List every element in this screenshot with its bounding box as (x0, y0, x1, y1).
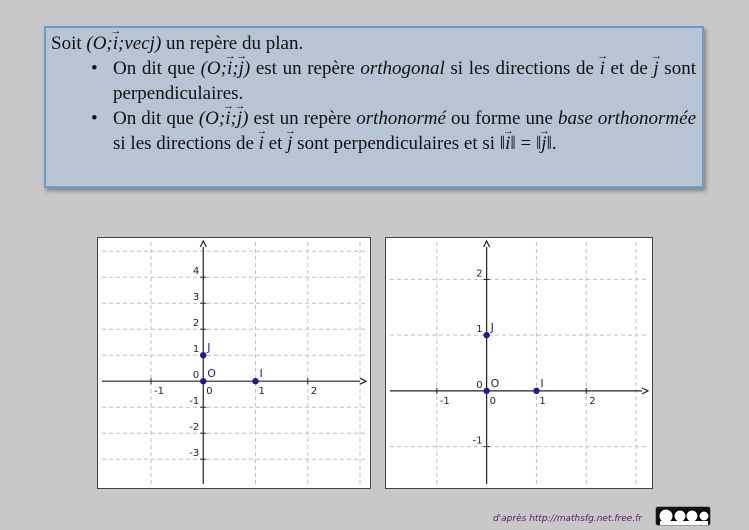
source-credit: d'après http://mathsfg.net.free.fr (492, 514, 642, 524)
plot-orthogonal-svg (98, 238, 370, 488)
point-j (483, 332, 489, 338)
x-tick-label: 2 (589, 395, 596, 407)
point-label-j: J (490, 321, 494, 335)
y-tick-label: -1 (472, 435, 483, 447)
y-tick-label: -1 (189, 396, 200, 408)
vector-i-symbol: i → (113, 31, 118, 56)
point-i (252, 378, 258, 384)
definition-list (51, 56, 696, 156)
x-tick-label: 1 (258, 386, 265, 398)
item2-math-2: ; (230, 108, 237, 129)
x-tick-label: -1 (154, 386, 165, 398)
item1-math-3: ) (243, 58, 251, 79)
y-tick-label: 2 (192, 318, 200, 330)
x-tick-label: 0 (206, 386, 213, 398)
vector-i-symbol: i → (600, 56, 605, 81)
point-i (533, 388, 539, 394)
point-label-o: O (490, 376, 500, 390)
item2-math-3: ) (242, 108, 249, 129)
y-tick-label: 4 (192, 266, 200, 278)
plot-orthonormal-svg (386, 238, 652, 488)
vector-j-symbol: j → (239, 56, 244, 81)
x-tick-label: 1 (539, 395, 546, 407)
item1-text-d: et de (604, 58, 654, 79)
item1-text-a: On dit que (113, 58, 201, 79)
item2-text-b: est un repère (248, 108, 357, 129)
point-label-i: I (540, 376, 544, 390)
x-tick-label: -1 (439, 395, 450, 407)
plot-orthogonal-frame (97, 237, 371, 489)
y-axis-arrow (484, 241, 490, 247)
vector-i-symbol: i → (505, 131, 510, 156)
y-axis-arrow (200, 241, 206, 247)
item2-text-a: On dit que (113, 108, 199, 129)
norm-bar-open: ‖ (499, 133, 506, 154)
y-tick-label: 2 (476, 268, 483, 280)
item1-text-b: est un repère (250, 58, 361, 79)
y-tick-label: 0 (192, 370, 200, 382)
definition-box (44, 26, 704, 188)
item2-text-c: ou forme une (445, 108, 558, 129)
term-orthonorme: orthonormé (356, 108, 446, 129)
y-tick-label: -3 (189, 448, 200, 460)
point-o (483, 388, 489, 394)
term-base-orthonormee: base orthonormée (557, 108, 696, 129)
intro-math-b: ;vecj) (118, 33, 162, 54)
norm-equality: ‖ = ‖ (510, 133, 542, 154)
y-tick-label: 3 (192, 292, 200, 304)
y-tick-label: -2 (189, 422, 200, 434)
plot-orthonormal-frame (385, 237, 653, 489)
intro-prefix: Soit (51, 33, 87, 54)
norm-bar-close: ‖. (546, 133, 557, 154)
point-j (200, 352, 206, 358)
vector-i-symbol: i → (225, 106, 230, 131)
x-tick-label: 0 (489, 395, 497, 407)
intro-math-a: (O; (86, 33, 113, 54)
term-orthogonal: orthogonal (360, 58, 445, 79)
y-tick-label: 1 (192, 344, 200, 356)
y-tick-label: 1 (476, 324, 483, 336)
x-tick-label: 2 (310, 386, 318, 398)
item2-text-f: sont perpendiculaires et si (292, 133, 500, 154)
definition-item-orthonormal (113, 106, 696, 156)
item1-text-c: si les directions de (444, 58, 600, 79)
cc-by-nc-sa-icon (655, 506, 711, 526)
x-axis-arrow (642, 388, 648, 394)
item1-text-e: sont perpendiculaires. (113, 58, 696, 104)
item1-math-2: ; (232, 58, 239, 79)
item2-text-d: si les directions de (113, 133, 259, 154)
x-axis-arrow (360, 378, 366, 384)
vector-i-symbol: i → (227, 56, 232, 81)
vector-j-symbol: j → (653, 56, 658, 81)
y-tick-label: 0 (476, 379, 483, 391)
item2-text-e: et (263, 133, 288, 154)
point-label-j: J (207, 341, 211, 355)
point-o (200, 378, 206, 384)
point-label-i: I (259, 367, 263, 381)
point-label-o: O (207, 367, 216, 381)
vector-i-symbol: i → (259, 131, 264, 156)
vector-j-symbol: j → (237, 106, 242, 131)
item1-math-1: (O; (200, 58, 227, 79)
item2-math-1: (O; (198, 108, 226, 129)
intro-suffix: un repère du plan. (161, 33, 304, 54)
vector-j-symbol: j → (287, 131, 292, 156)
definition-item-orthogonal (113, 56, 696, 106)
vector-j-symbol: j → (541, 131, 546, 156)
